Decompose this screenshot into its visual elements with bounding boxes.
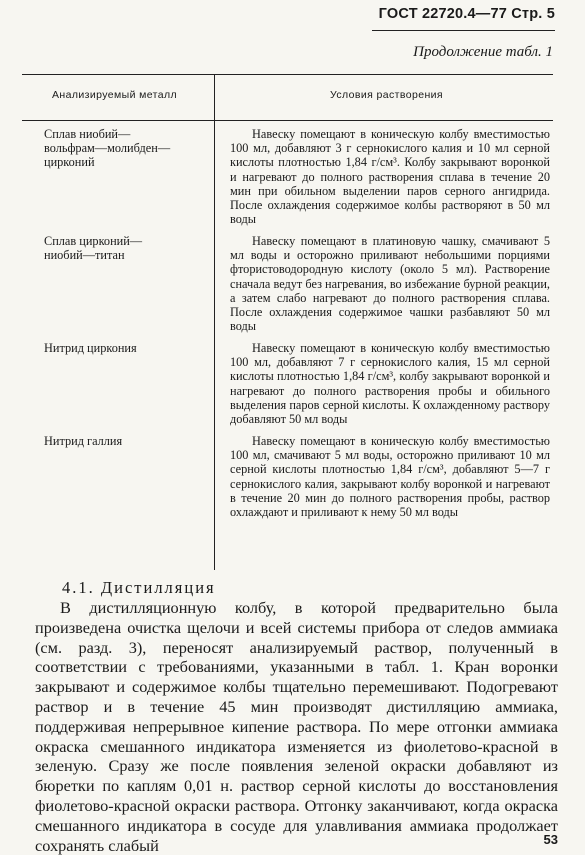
table-top-rule bbox=[22, 74, 553, 75]
document-header: ГОСТ 22720.4—77 Стр. 5 bbox=[378, 6, 555, 22]
table-row-2-conditions: Навеску помещают в платиновую чашку, смачивают 5 мл воды и осторожно приливают небольшими порциями фтористоводородную кислоту (около 5 мл). Растворение сначала ведут без нагревания, во избежание бурной реакции, а затем слабо нагревают до полного растворения сплава. После охлаждения содержимое чашки разбавляют 50 мл воды bbox=[230, 234, 550, 334]
table-column-divider bbox=[214, 74, 215, 570]
table-row-3-metal: Нитрид циркония bbox=[44, 341, 137, 355]
table-row-1-conditions: Навеску помещают в коническую колбу вместимостью 100 мл, добавляют 3 г сернокислого калия и 10 мл серной кислоты плотностью 1,84 г/см³. Колбу закрывают воронкой и нагревают до полного растворения сплава в течение 20 мин при обильном выделении паров серного ангидрида. После охлаждения содержимое колбы растворяют в 50 мл воды bbox=[230, 127, 550, 227]
table-row-1-metal: Сплав ниобий— вольфрам—молибден— цирконий bbox=[44, 127, 171, 169]
table-continuation-label: Продолжение табл. 1 bbox=[413, 44, 553, 60]
page-number: 53 bbox=[543, 832, 558, 847]
table-row-4-metal: Нитрид галлия bbox=[44, 434, 123, 448]
section-heading: 4.1. Дистилляция bbox=[62, 578, 216, 597]
header-rule bbox=[372, 30, 555, 31]
table-header-rule bbox=[22, 120, 553, 121]
table-row-3-conditions: Навеску помещают в коническую колбу вместимостью 100 мл, добавляют 7 г сернокислого калия, 15 мл серной кислоты плотностью 1,84 г/см³, колбу закрывают воронкой и нагревают до полного растворения пробы и обильного выделения паров серной кислоты. К охлажденному раствору добавляют 50 мл воды bbox=[230, 341, 550, 427]
table-row-4-conditions: Навеску помещают в коническую колбу вместимостью 100 мл, смачивают 5 мл воды, осторожно приливают 10 мл серной кислоты плотностью 1,84 г/см³, добавляют 5—7 г сернокислого калия, закрывают колбу воронкой и нагревают в течение 20 мин до полного растворения пробы, раствор охлаждают и приливают к нему 50 мл воды bbox=[230, 434, 550, 520]
column-header-metal: Анализируемый металл bbox=[52, 89, 178, 101]
table-row-2-metal: Сплав цирконий— ниобий—титан bbox=[44, 234, 143, 262]
section-paragraph: В дистилляционную колбу, в которой предварительно была произведена очистка щелочи и всей системы прибора от следов аммиака (см. разд. 3), переносят анализируемый раствор, полученный в соответствии с требованиями, указанными в табл. 1. Кран воронки закрывают и содержимое колбы тщательно перемешивают. Подогревают раствор и в течение 45 мин производят дистилляцию аммиака, поддерживая непрерывное кипение раствора. По мере отгонки аммиака окраска смешанного индикатора изменяется из фиолетово-красной в зеленую. Сразу же после появления зеленой окраски добавляют из бюретки по каплям 0,01 н. раствор серной кислоты до восстановления фиолетово-красной окраски раствора. Отгонку заканчивают, когда окраска смешанного индикатора в сосуде для улавливания аммиака продолжает сохранять слабый bbox=[35, 598, 558, 855]
column-header-conditions: Условия растворения bbox=[330, 89, 444, 101]
